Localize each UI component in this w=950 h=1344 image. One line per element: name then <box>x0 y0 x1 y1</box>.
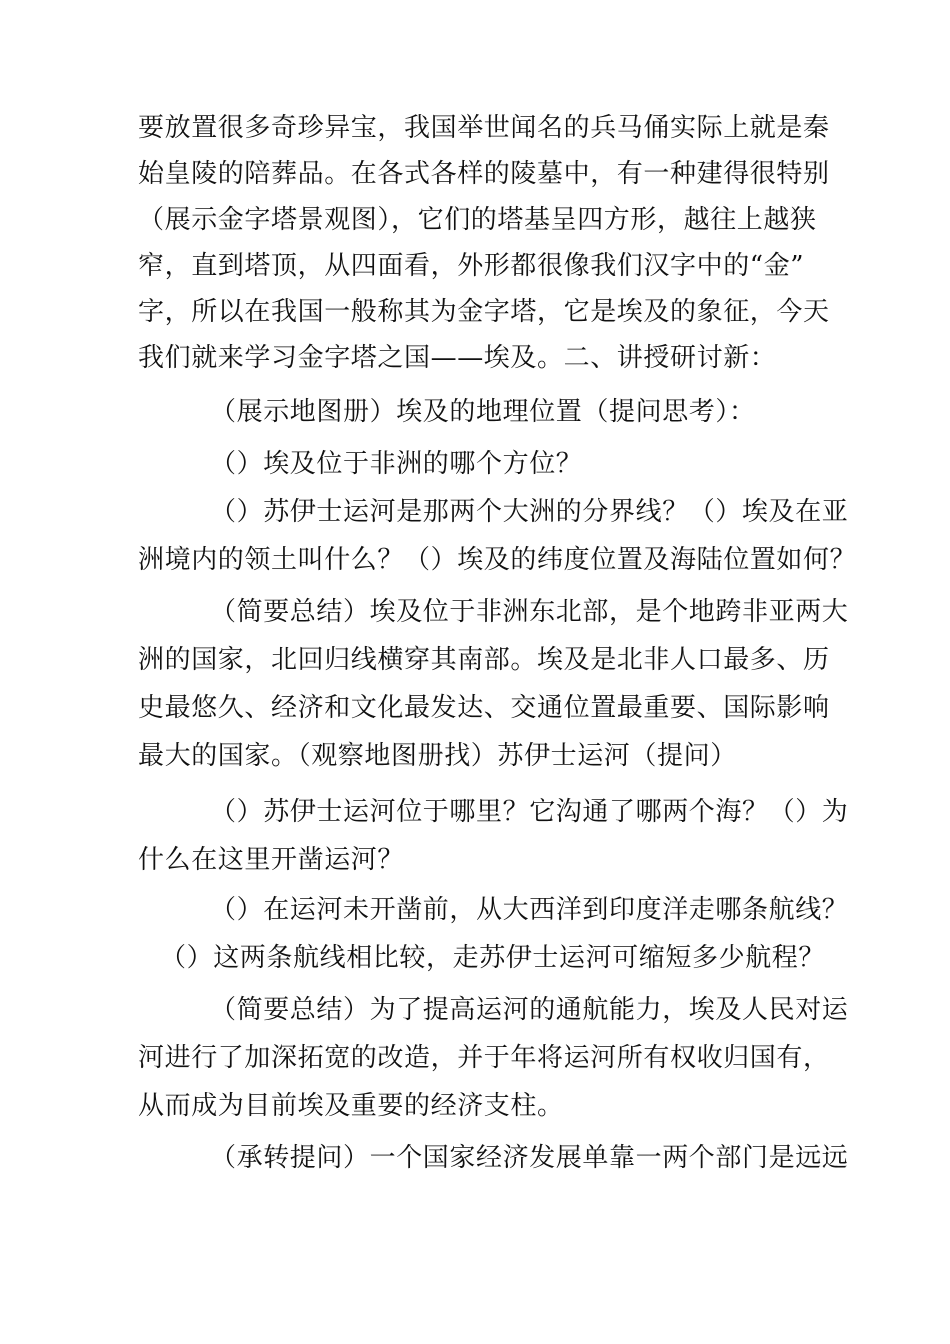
text-line: （展示金字塔景观图），它们的塔基呈四方形，越往上越狭 <box>138 205 817 235</box>
text-line: 要放置很多奇珍异宝，我国举世闻名的兵马俑实际上就是秦 <box>138 113 830 143</box>
text-line: （）苏伊士运河位于哪里？它沟通了哪两个海？（）为 <box>210 797 849 827</box>
text-line: （简要总结）埃及位于非洲东北部，是个地跨非亚两大 <box>210 597 849 627</box>
text-line: （展示地图册）埃及的地理位置（提问思考）： <box>210 397 756 427</box>
text-line: （承转提问）一个国家经济发展单靠一两个部门是远远 <box>210 1143 849 1173</box>
text-line: 窄，直到塔顶，从四面看，外形都很像我们汉字中的“金” <box>138 251 805 281</box>
text-line: 洲境内的领土叫什么？（）埃及的纬度位置及海陆位置如何？ <box>138 545 857 575</box>
text-line: 史最悠久、经济和文化最发达、交通位置最重要、国际影响 <box>138 693 830 723</box>
text-line: （）在运河未开凿前，从大西洋到印度洋走哪条航线？ <box>210 895 849 925</box>
text-line: 我们就来学习金字塔之国——埃及。二、讲授研讨新： <box>138 343 777 373</box>
text-line: 河进行了加深拓宽的改造，并于年将运河所有权收归国有， <box>138 1043 830 1073</box>
text-line: （）埃及位于非洲的哪个方位？ <box>210 449 583 479</box>
text-line: （）这两条航线相比较，走苏伊士运河可缩短多少航程？ <box>160 943 826 973</box>
text-line: 什么在这里开凿运河？ <box>138 845 405 875</box>
text-line: 字，所以在我国一般称其为金字塔，它是埃及的象征，今天 <box>138 297 830 327</box>
text-line: （简要总结）为了提高运河的通航能力，埃及人民对运 <box>210 995 849 1025</box>
text-line: 洲的国家，北回归线横穿其南部。埃及是北非人口最多、历 <box>138 645 830 675</box>
text-line: 从而成为目前埃及重要的经济支柱。 <box>138 1091 564 1121</box>
text-line: 最大的国家。（观察地图册找）苏伊士运河（提问） <box>138 741 737 771</box>
text-line: （）苏伊士运河是那两个大洲的分界线？（）埃及在亚 <box>210 497 849 527</box>
text-line: 始皇陵的陪葬品。在各式各样的陵墓中，有一种建得很特别 <box>138 159 830 189</box>
